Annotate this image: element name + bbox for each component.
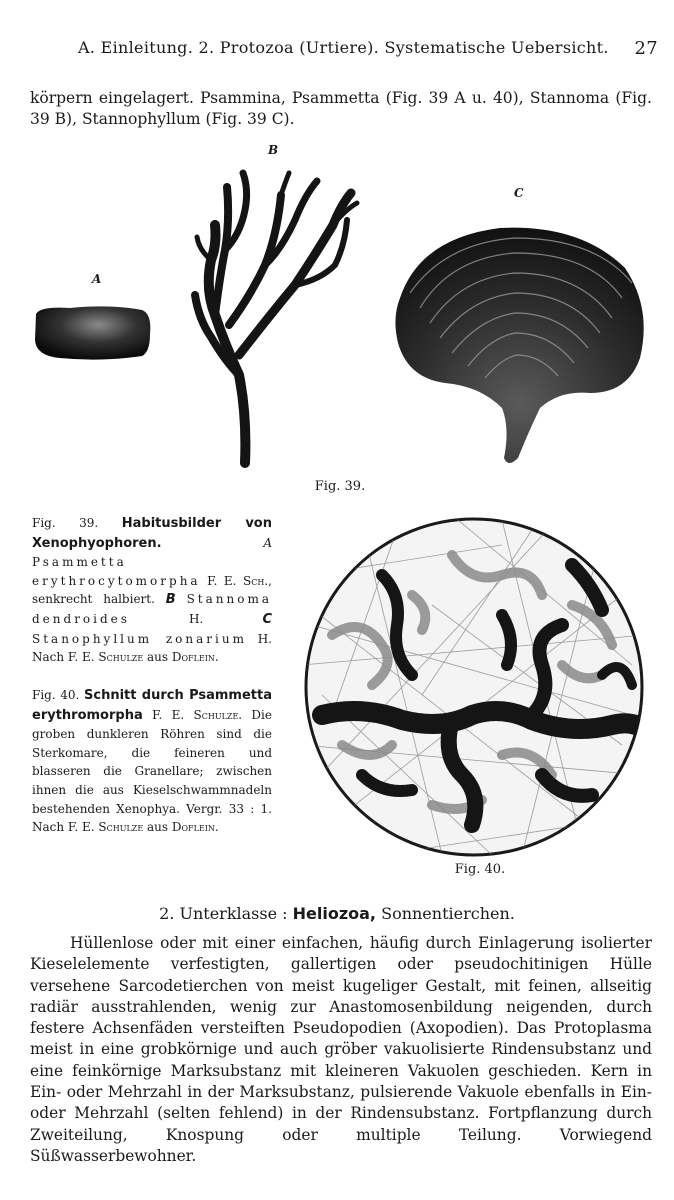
caption-39-author-b: H. <box>129 611 204 626</box>
caption-40-text: . Die groben dunkleren Röhren sind die Sterkomare, die feineren und blasseren die Granellare; zwischen ihnen die aus Kieselschwammnadeln bestehenden Xenophya. Vergr. 33 : 1. Nach F. E. <box>32 707 272 835</box>
figure-39-label-b: B <box>268 143 279 157</box>
running-head-text: A. Einleitung. 2. Protozoa (Urtiere). Systematische Uebersicht. <box>78 38 609 57</box>
figure-39-caption-label: Fig. 39. <box>314 479 366 494</box>
page-number: 27 <box>634 38 658 59</box>
caption-39-letter-a: A <box>263 535 272 550</box>
caption-39-source-author: Schulze <box>98 650 144 665</box>
intro-paragraph: körpern eingelagert. Psammina, Psammetta (Fig. 39 A u. 40), Stannoma (Fig. 39 B), Stannophyllum (Fig. 39 C). <box>30 89 652 128</box>
caption-39-title: Habitusbilder von Xenophyophoren. <box>32 516 272 551</box>
caption-40-source-aus: aus <box>143 820 172 835</box>
figure-40-caption-label: Fig. 40. <box>454 862 506 877</box>
caption-40-source-book: Doflein <box>171 820 215 835</box>
caption-39-note-a: , senkrecht halbiert. <box>32 573 272 607</box>
section-name: Heliozoa, <box>292 904 377 923</box>
figure-39a-psammetta-illustration <box>30 300 155 365</box>
figure-39-label-a: A <box>92 272 102 286</box>
caption-39-note-c: H. Nach F. E. <box>32 631 272 665</box>
caption-39-end: . <box>214 650 219 665</box>
caption-39-letter-c: C <box>262 611 272 627</box>
caption-39-letter-b: B <box>165 592 176 608</box>
figure-39-legend <box>32 514 272 667</box>
running-head <box>78 38 658 57</box>
section-number: 2. Unterklasse : <box>159 904 293 923</box>
caption-39-prefix: Fig. 39. <box>32 516 99 530</box>
caption-40-author: F. E. Schulze <box>152 707 239 722</box>
figure-39c-stanophyllum-illustration <box>390 218 650 473</box>
caption-39-species-b: Stannoma dendroides <box>32 592 272 626</box>
figure-39b-stannoma-illustration <box>185 165 365 470</box>
caption-40-end: . <box>214 820 219 835</box>
figure-40-section-illustration <box>302 515 646 859</box>
caption-40-prefix: Fig. 40. <box>32 688 80 702</box>
figure-40-legend <box>32 686 272 837</box>
caption-39-author-a: F. E. Sch. <box>207 573 269 588</box>
figure-39-label-c: C <box>514 186 524 200</box>
caption-39-source-aus: aus <box>143 650 172 665</box>
section-heading <box>0 904 674 923</box>
section-common-name: Sonnentierchen. <box>376 904 515 923</box>
caption-39-source-book: Doflein <box>171 650 215 665</box>
caption-39-species-a: Psammetta erythrocytomorpha <box>32 555 201 588</box>
body-paragraph: Hüllenlose oder mit einer einfachen, häufig durch Einlagerung isolierter Kieselelemente verfestigten, gallertigen oder pseudochitinigen Hülle versehene Sarcodetierchen von meist kugeliger Gestalt, mit feinen, allseitig radiär ausstrahlenden, wenig zur Anastomosenbildung neigenden, durch festere Achsenfäden versteiften Pseudopodien (Axopodien). Das Protoplasma meist in eine grobkörnige und auch gröber vakuolisierte Rindensubstanz und eine feinkörnige Marksubstanz mit kleineren Vakuolen geschieden. Kern in Ein- oder Mehrzahl in der Marksubstanz, pulsierende Vakuole ebenfalls in Ein- oder Mehrzahl (selten fehlend) in der Rindensubstanz. Fortpflanzung durch Zweiteilung, Knospung oder multiple Teilung. Vorwiegend Süßwasserbewohner. <box>30 934 652 1165</box>
caption-40-title: Schnitt durch Psammetta erythromorpha <box>32 688 272 723</box>
caption-40-source-author: Schulze <box>98 820 144 835</box>
caption-39-species-c: Stanophyllum zonarium <box>32 631 247 646</box>
